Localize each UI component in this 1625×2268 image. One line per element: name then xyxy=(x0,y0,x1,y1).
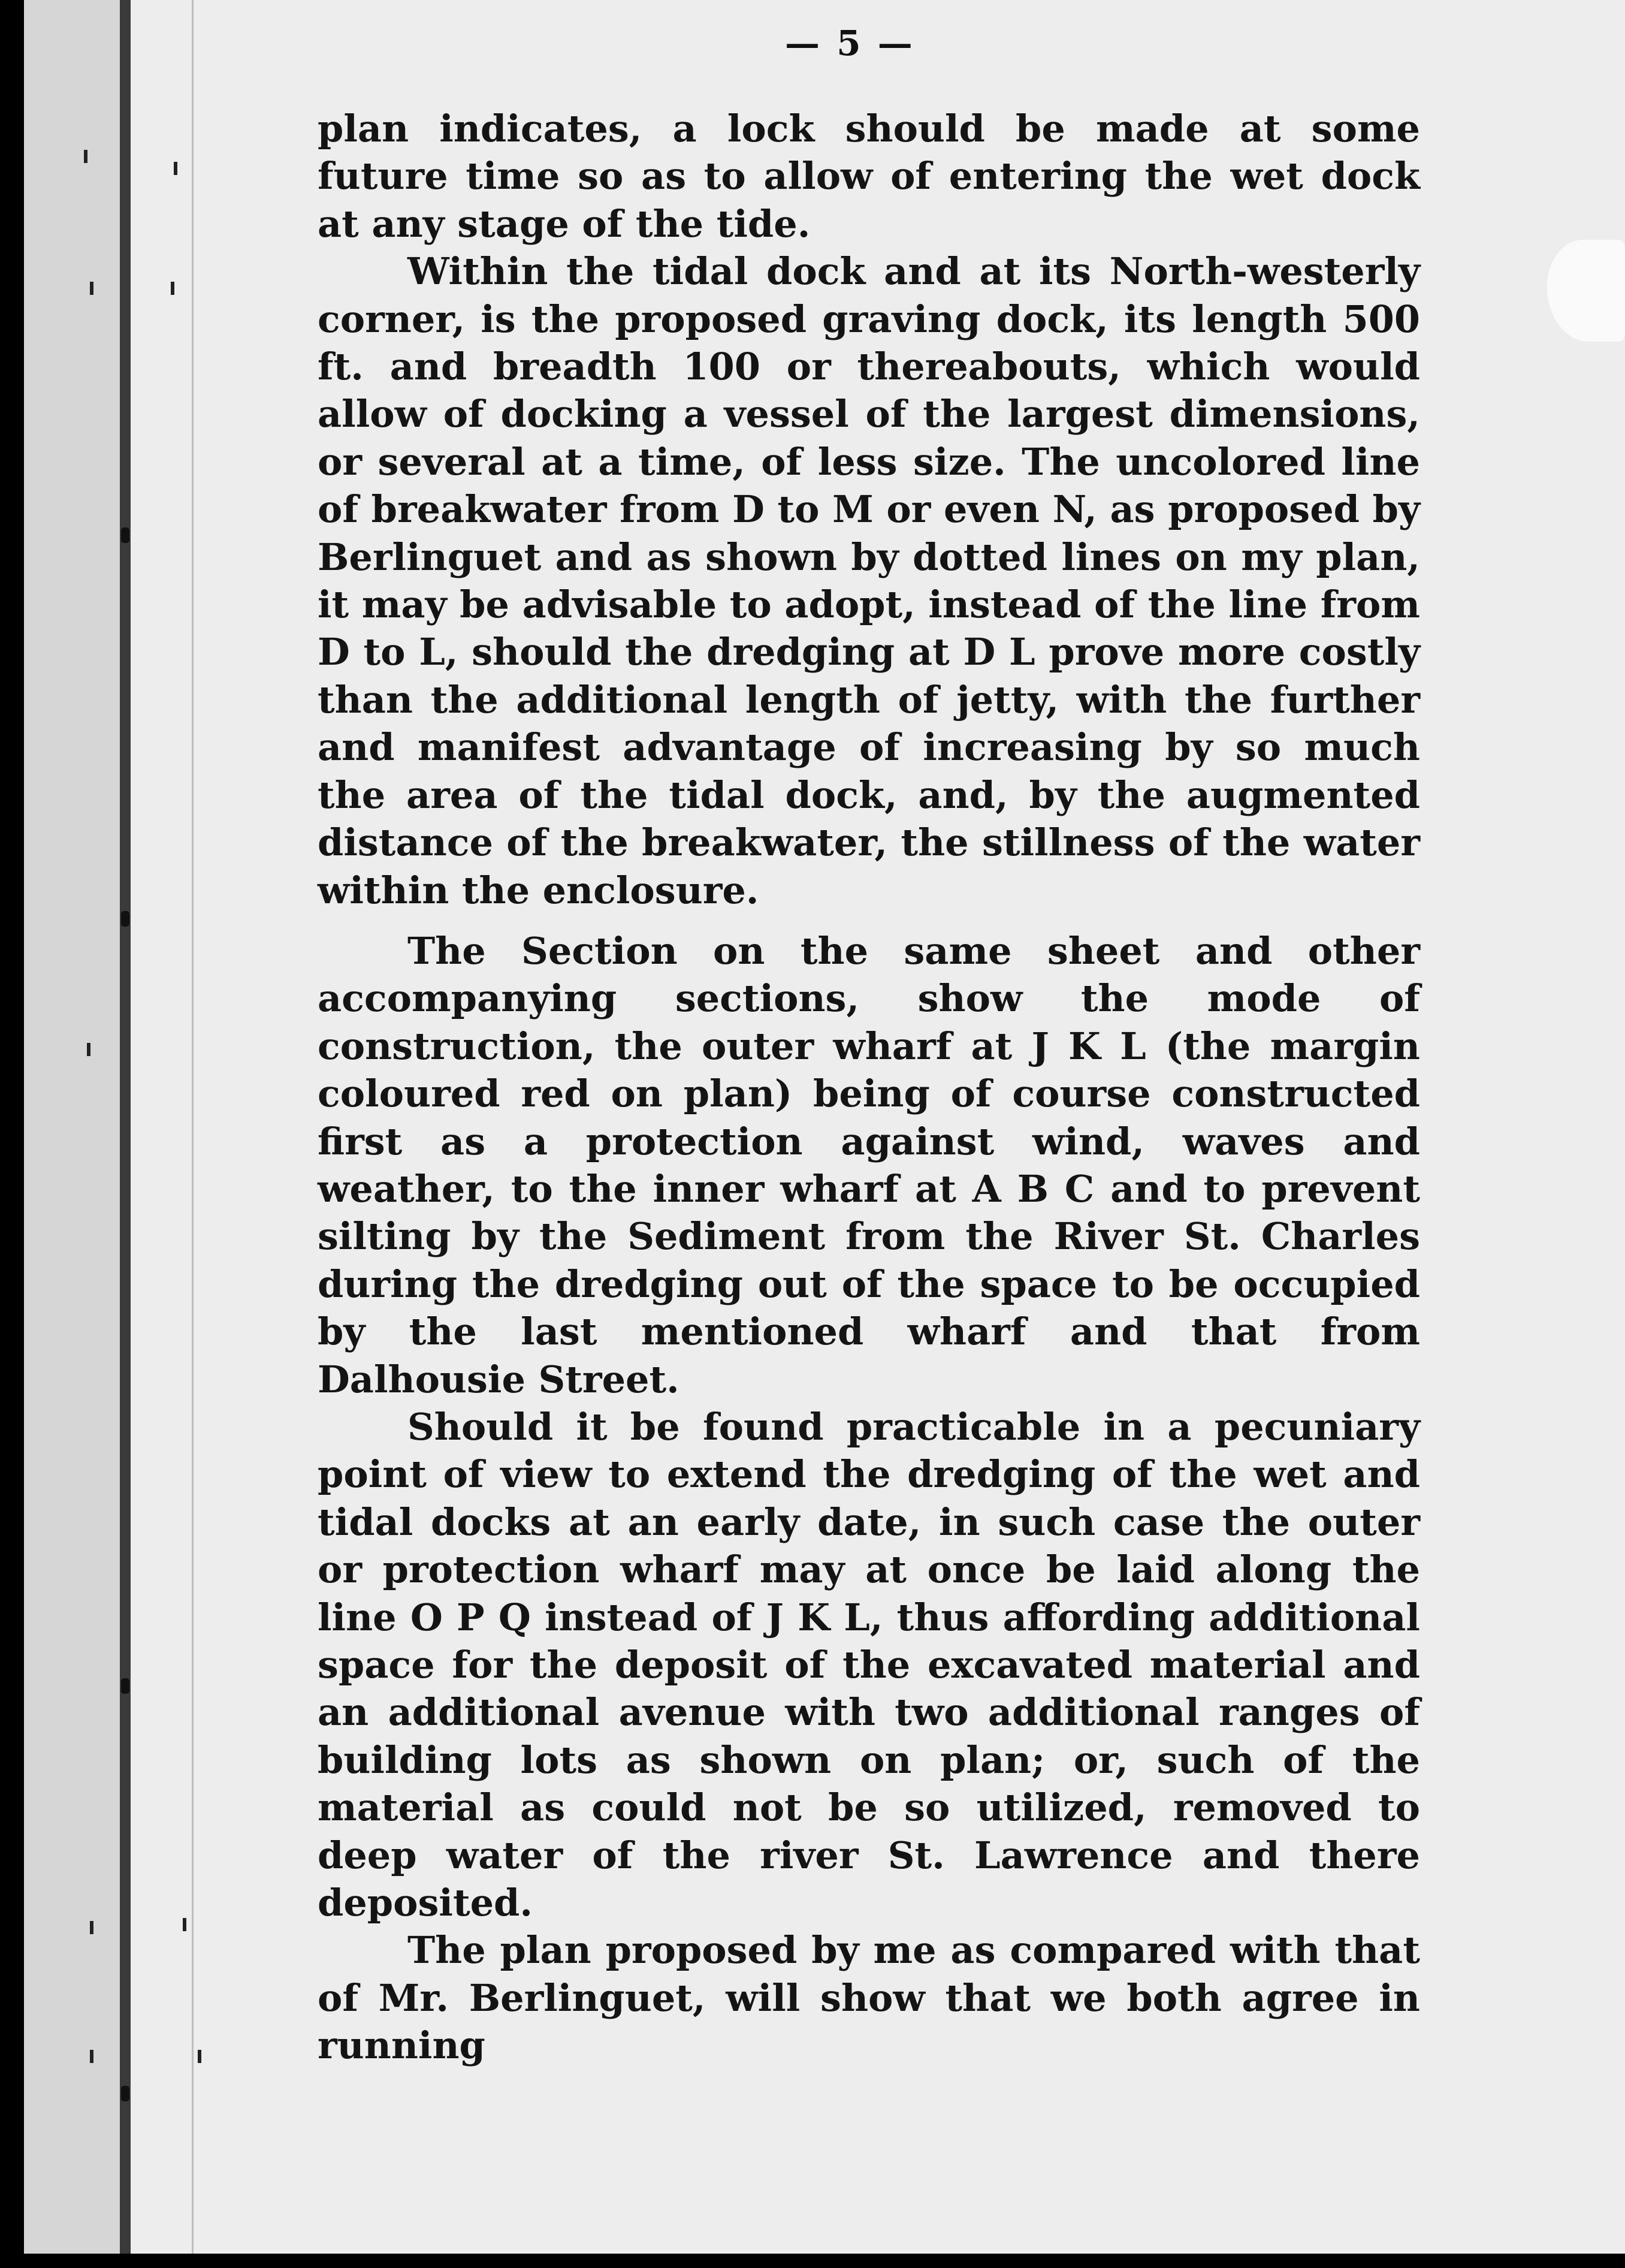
binding-fold-line xyxy=(192,0,194,2254)
binding-stitch xyxy=(121,527,129,543)
paragraph-2: Within the tidal dock and at its North-westerly corner, is the proposed graving dock, its length 500 ft. and breadth 100 or thereabouts, which would allow of docking a vessel of the largest dimensions, or several at a time, of less size. The uncolored line of breakwater from D to M or even N, as proposed by Berlinguet and as shown by dotted lines on my plan, it may be advisable to adopt, instead of the line from D to L, should the dredging at D L prove more costly than the additional length of jetty, with the further and manifest advantage of increasing by so much the area of the tidal dock, and, by the augmented distance of the breakwater, the stillness of the water within the enclosure. xyxy=(318,249,1420,912)
binding-mark xyxy=(90,2050,93,2063)
binding-mark xyxy=(171,282,174,295)
binding-mark xyxy=(174,162,177,175)
page-number: — 5 — xyxy=(785,23,915,64)
binding-gutter xyxy=(24,0,129,2254)
binding-mark xyxy=(90,1921,93,1934)
binding-mark xyxy=(183,1918,186,1931)
body-text xyxy=(318,105,1420,2070)
binding-stitch xyxy=(121,1678,129,1694)
document-page xyxy=(24,0,1625,2254)
binding-stitch xyxy=(121,911,129,927)
paragraph-5: The plan proposed by me as compared with that of Mr. Berlinguet, will show that we both agree in running xyxy=(318,1928,1420,2068)
paper-tear-mark xyxy=(1547,240,1625,342)
paragraph-1: plan indicates, a lock should be made at some future time so as to allow of entering the wet dock at any stage of the tide. xyxy=(318,107,1420,246)
binding-mark xyxy=(84,150,87,163)
paragraph-3: The Section on the same sheet and other accompanying sections, show the mode of construction, the outer wharf at J K L (the margin coloured red on plan) being of course constructed first as a protection against wind, waves and weather, to the inner wharf at A B C and to prevent silting by the Sediment from the River St. Charles during the dredging out of the space to be occupied by the last mentioned wharf and that from Dalhousie Street. xyxy=(318,928,1420,1401)
binding-stitch xyxy=(121,2086,129,2101)
binding-mark xyxy=(87,1043,90,1056)
binding-mark xyxy=(198,2050,201,2063)
binding-mark xyxy=(90,282,93,295)
binding-edge-line xyxy=(120,0,131,2254)
paragraph-4: Should it be found practicable in a pecuniary point of view to extend the dredging of the wet and tidal docks at an early date, in such case the outer or protection wharf may at once be laid along the line O P Q instead of J K L, thus affording additional space for the deposit of the excavated material and an additional avenue with two additional ranges of building lots as shown on plan; or, such of the material as could not be so utilized, removed to deep water of the river St. Lawrence and there deposited. xyxy=(318,1404,1420,1925)
